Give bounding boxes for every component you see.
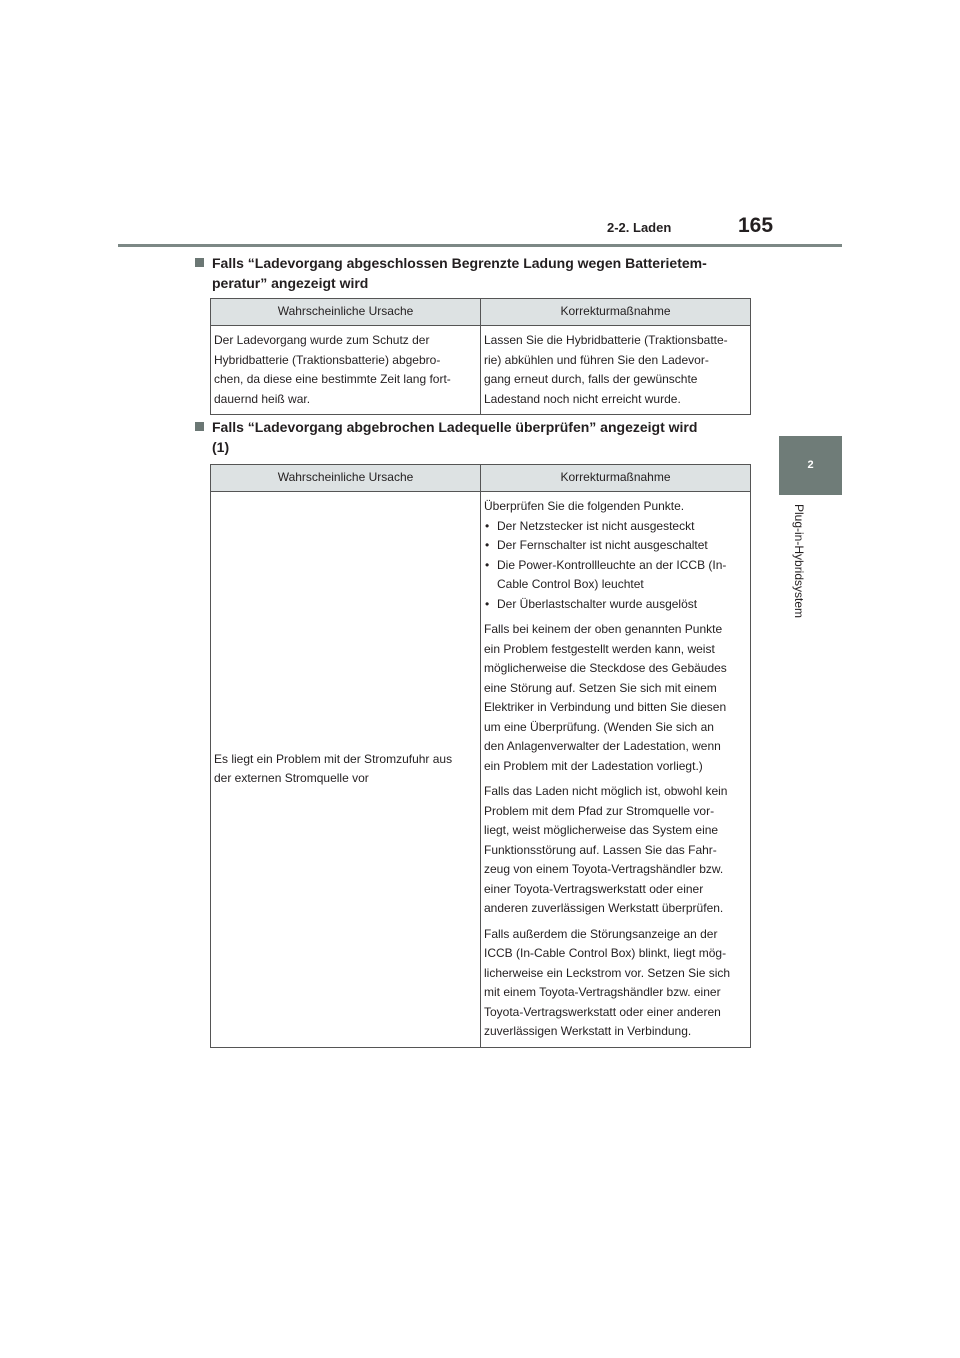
text-line: rie) abkühlen und führen Sie den Ladevor-: [484, 352, 709, 367]
intro-text: Überprüfen Sie die folgenden Punkte.: [484, 499, 685, 513]
check-list: [484, 517, 747, 615]
list-item: • Die Power-Kontrollleuchte an der ICCB (In- Cable Control Box) leuchtet: [484, 556, 747, 595]
section2-heading: [212, 417, 697, 457]
square-bullet-icon: [195, 258, 204, 267]
cause-cell: [211, 492, 481, 1048]
text-line: Ladestand noch nicht erreicht wurde.: [484, 391, 681, 406]
column-header-cause: Wahrscheinliche Ursache: [211, 465, 481, 492]
square-bullet-icon: [195, 422, 204, 431]
section-title: 2-2. Laden: [607, 220, 672, 235]
column-header-action: Korrekturmaßnahme: [481, 465, 751, 492]
chapter-label: Plug-in-Hybridsystem: [792, 504, 806, 619]
table-row: [211, 492, 751, 1048]
section2-heading-line: (1): [212, 439, 230, 455]
column-header-cause: Wahrscheinliche Ursache: [211, 299, 481, 326]
text-line: der externen Stromquelle vor: [214, 771, 369, 786]
table-row: [211, 326, 751, 415]
section1-table: [210, 298, 751, 415]
column-header-action: Korrekturmaßnahme: [481, 299, 751, 326]
section2-heading-line: Falls “Ladevorgang abgebrochen Ladequelle überprüfen” angezeigt wird: [212, 419, 698, 435]
text-line: gang erneut durch, falls der gewünschte: [484, 372, 698, 386]
text-line: dauernd heiß war.: [214, 391, 311, 406]
action-cell: [481, 326, 751, 415]
action-cell: [481, 492, 751, 1048]
paragraph-outlet: Falls bei keinem der oben genannten Punkte ein Problem festgestellt werden kann, weist möglicherweise die Steckdose des Gebäudes eine Störung auf. Setzen Sie sich mit einem Elektriker in Verbindung und bitten Sie diesen um eine Überprüfung. (Wenden Sie sich an den Anlagenverwalter der Ladestation, wenn ein Problem mit der Ladestation vorliegt.): [484, 622, 727, 773]
list-item: • Der Überlastschalter wurde ausgelöst: [484, 595, 747, 615]
header-rule: [118, 244, 842, 247]
text-line: Der Ladevorgang wurde zum Schutz der: [214, 333, 430, 347]
list-item: • Der Netzstecker ist nicht ausgesteckt: [484, 517, 747, 537]
cause-cell: [211, 326, 481, 415]
section1-heading-line: Falls “Ladevorgang abgeschlossen Begrenzte Ladung wegen Batterietem-: [212, 255, 707, 271]
section1-heading: [212, 253, 707, 293]
paragraph-leakage: Falls außerdem die Störungsanzeige an der ICCB (In-Cable Control Box) blinkt, liegt mög- licherweise ein Leckstrom vor. Setzen Sie sich mit einem Toyota-Vertragshändler bzw. einer Toyota-Vertragswerkstatt oder einer anderen zuverlässigen Werkstatt in Verbindung.: [484, 926, 731, 1038]
page-number: 165: [738, 214, 774, 237]
section2-table: [210, 464, 751, 1048]
section1-heading-line: peratur” angezeigt wird: [212, 275, 369, 291]
list-item: • Der Fernschalter ist nicht ausgeschaltet: [484, 536, 747, 556]
text-line: chen, da diese eine bestimmte Zeit lang fort-: [214, 372, 451, 386]
table-header-row: [211, 299, 751, 326]
text-line: Es liegt ein Problem mit der Stromzufuhr aus: [214, 751, 453, 766]
chapter-number: 2: [807, 459, 814, 471]
text-line: Lassen Sie die Hybridbatterie (Traktionsbatte-: [484, 333, 728, 347]
table-header-row: [211, 465, 751, 492]
paragraph-system: Falls das Laden nicht möglich ist, obwohl kein Problem mit dem Pfad zur Stromquelle vor- liegt, weist möglicherweise das System eine Funktionsstörung auf. Lassen Sie das Fahr- zeug von einem Toyota-Vertragshändler bzw. einer Toyota-Vertragswerkstatt oder einer anderen zuverlässigen Werkstatt überprüfen.: [484, 784, 728, 915]
text-line: Hybridbatterie (Traktionsbatterie) abgebro-: [214, 352, 441, 367]
